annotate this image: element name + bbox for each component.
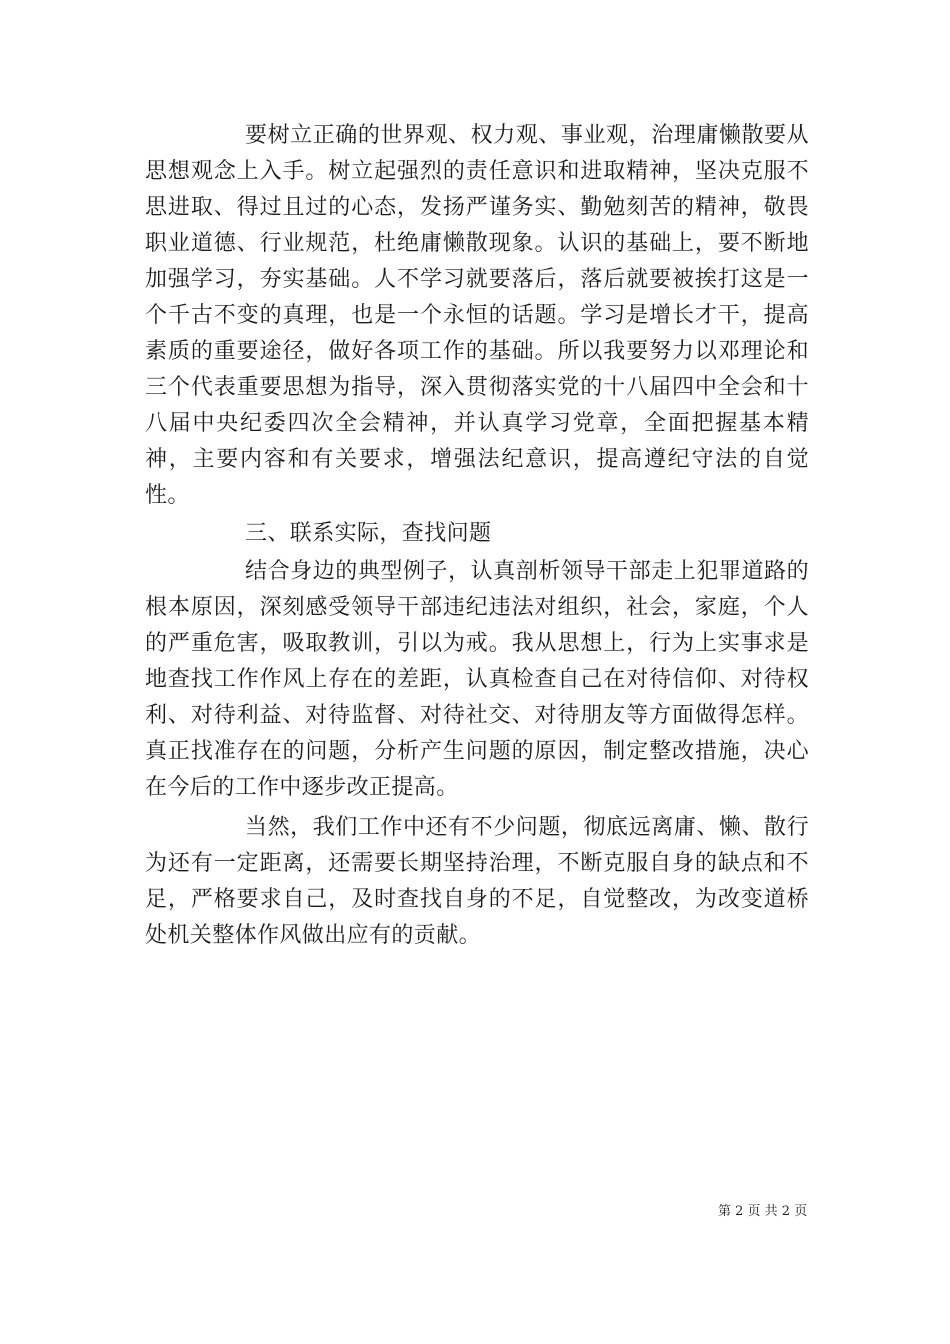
section-heading: 三、联系实际，查找问题 xyxy=(245,521,492,546)
document-body xyxy=(145,118,809,954)
paragraph-1: 要树立正确的世界观、权力观、事业观，治理庸懒散要从思想观念上入手。树立起强烈的责任意识和进取精神，坚决克服不思进取、得过且过的心态，发扬严谨务实、勤勉刻苦的精神，敬畏职业道德、行业规范，杜绝庸懒散现象。认识的基础上，要不断地加强学习，夯实基础。人不学习就要落后，落后就要被挨打这是一个千古不变的真理，也是一个永恒的话题。学习是增长才干，提高素质的重要途径，做好各项工作的基础。所以我要努力以邓理论和三个代表重要思想为指导，深入贯彻落实党的十八届四中全会和十八届中央纪委四次全会精神，并认真学习党章，全面把握基本精神，主要内容和有关要求，增强法纪意识，提高遵纪守法的自觉性。 xyxy=(145,123,809,508)
paragraph-2: 结合身边的典型例子，认真剖析领导干部走上犯罪道路的根本原因，深刻感受领导干部违纪违法对组织，社会，家庭，个人的严重危害，吸取教训，引以为戒。我从思想上，行为上实事求是地查找工作作风上存在的差距，认真检查自己在对待信仰、对待权利、对待利益、对待监督、对待社交、对待朋友等方面做得怎样。真正找准存在的问题，分析产生问题的原因，制定整改措施，决心在今后的工作中逐步改正提高。 xyxy=(145,559,809,800)
page-number-footer: 第 2 页 共 2 页 xyxy=(718,1204,808,1219)
paragraph-3: 当然，我们工作中还有不少问题，彻底远离庸、懒、散行为还有一定距离，还需要长期坚持治理，不断克服自身的缺点和不足，严格要求自己，及时查找自身的不足，自觉整改，为改变道桥处机关整体作风做出应有的贡献。 xyxy=(145,815,809,948)
